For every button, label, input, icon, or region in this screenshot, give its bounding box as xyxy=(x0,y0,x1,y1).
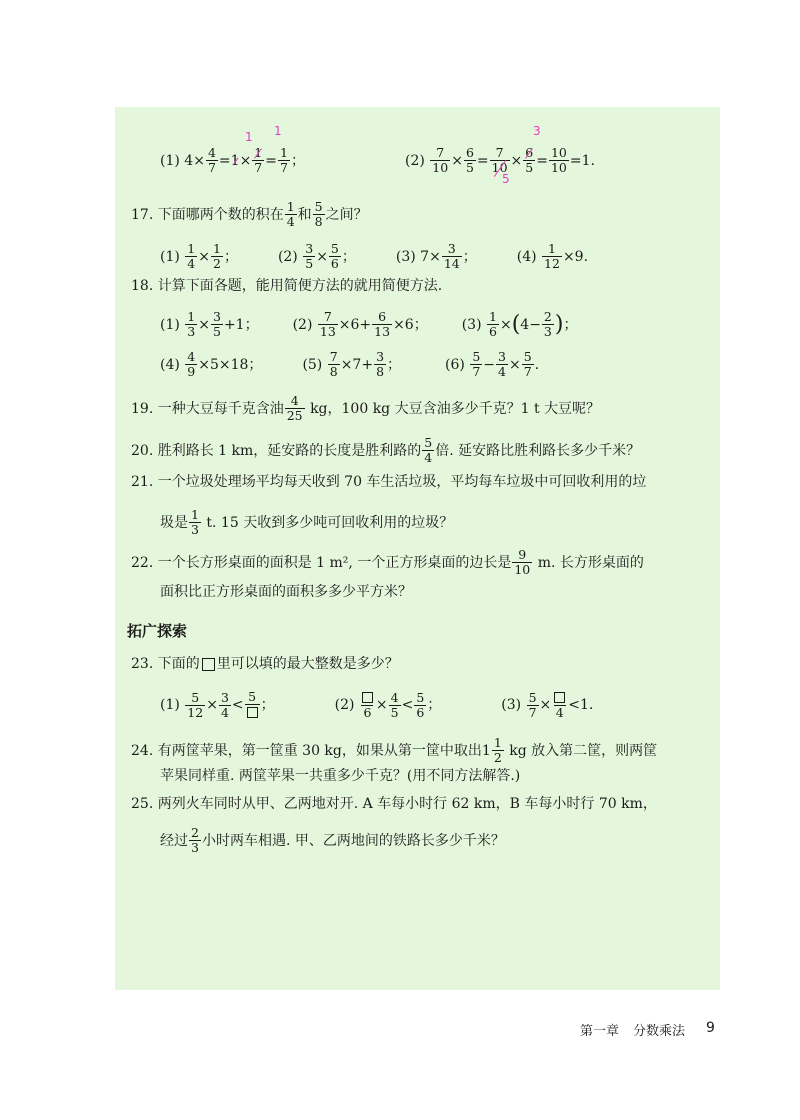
q25-line1: 25. 两列火车同时从甲、乙两地对开. A 车每小时行 62 km，B 车每小时行 70 km， xyxy=(131,796,657,812)
q21-line2: 圾是 $\frac{1}{3}$ t. 15 天收到多少吨可回收利用的垃圾？ xyxy=(160,507,454,537)
q23-stem: 23. 下面的 里可以填的最大整数是多少？ xyxy=(131,656,399,672)
q21-line1: 21. 一个垃圾处理场平均每天收到 70 车生活垃圾，平均每车垃圾中可回收利用的垃 xyxy=(131,474,647,490)
q17-stem: 17. 下面哪两个数的积在 $\frac{1}{4}$ 和 $\frac{5}{8}$ 之间？ xyxy=(131,199,368,229)
q17-options: (1) $\frac{1}{4}$ × $\frac{1}{2}$ ； (2) $\frac{3}{5}$ × $\frac{5}{6}$ ； (3) 7 × $\frac{3}{14}$ ； (4) $\frac{1}{12}$ × 9 . xyxy=(160,241,589,271)
q20: 20. 胜利路长 1 km，延安路的长度是胜利路的 $\frac{5}{4}$ 倍. 延安路比胜利路长多少千米？ xyxy=(131,435,641,465)
q25-line2: 经过 $\frac{2}{3}$ 小时两车相遇. 甲、乙两地间的铁路长多少千米？ xyxy=(160,825,505,855)
q19: 19. 一种大豆每千克含油 $\frac{4}{25}$ kg，100 kg 大豆含油多少千克？1 t 大豆呢？ xyxy=(131,393,601,423)
annotation-mark: 1 xyxy=(245,130,253,144)
q24-line1: 24. 有两筐苹果，第一筐重 30 kg，如果从第一筐中取出 1 $\frac{1}{2}$ kg 放入第二筐，则两筐 xyxy=(131,735,658,765)
annotation-mark: 1 xyxy=(274,124,282,138)
page-number: 9 xyxy=(706,1020,715,1036)
annotation-mark: 5 xyxy=(502,172,510,186)
q18-stem: 18. 计算下面各题，能用简便方法的就用简便方法. xyxy=(131,278,443,294)
q24-line2: 苹果同样重. 两筐苹果一共重多少千克？(用不同方法解答.) xyxy=(160,768,521,784)
q22-line1: 22. 一个长方形桌面的面积是 1 m², 一个正方形桌面的边长是 $\frac{9}{10}$ m. 长方形桌面的 xyxy=(131,547,644,577)
q22-line2: 面积比正方形桌面的面积多多少平方米？ xyxy=(160,584,412,600)
q18-row1: (1) $\frac{1}{3}$ × $\frac{3}{5}$ +1； (2) $\frac{7}{13}$ ×6+ $\frac{6}{13}$ ×6； (3) $\frac{1}{6}$ × ( 4− $\frac{2}{3}$ ) ； xyxy=(160,309,578,339)
q16-part1: (1) 4 × $\frac{4}{7}$ = 1 × $\frac{1}{7}$ = $\frac{1}{7}$ ； xyxy=(160,145,305,175)
blank-box xyxy=(202,658,215,671)
section-heading: 拓广探索 xyxy=(127,622,188,640)
blank-box xyxy=(247,707,258,718)
blank-box xyxy=(362,692,373,703)
annotation-mark: 3 xyxy=(533,124,541,138)
footer-chapter: 第一章 xyxy=(580,1024,620,1039)
q18-row2: (4) $\frac{4}{9}$ ×5×18； (5) $\frac{7}{8}$ ×7+ $\frac{3}{8}$ ； (6) $\frac{5}{7}$ − $\frac{3}{4}$ × $\frac{5}{7}$ . xyxy=(160,349,540,379)
q23-options: (1) $\frac{5}{12}$ × $\frac{3}{4}$ < 5 ； (2) 6 × $\frac{4}{5}$ < $\frac{5}{6}$ ； (3) $\frac{5}{7}$ × 4 <1. xyxy=(160,689,594,720)
footer-title: 分数乘法 xyxy=(633,1024,686,1039)
blank-box xyxy=(554,692,565,703)
q16-part2: (2) $\frac{7}{10}$ × $\frac{6}{5}$ = $\frac{7}{10}$ × $\frac{6}{5}$ = $\frac{10}{10}$ = 1. xyxy=(405,145,595,175)
